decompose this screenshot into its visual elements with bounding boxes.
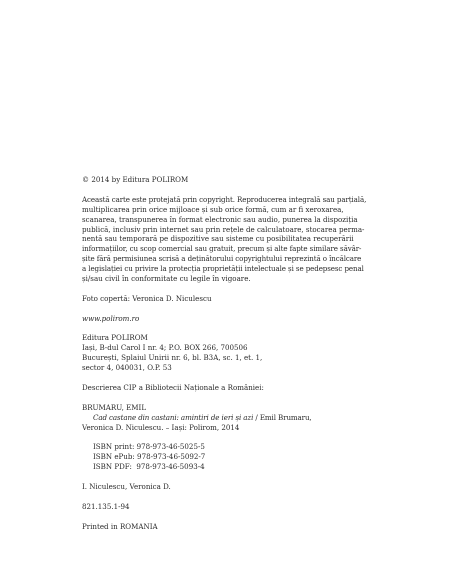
notice-line: nentă sau temporară pe dispozitive sau sisteme cu posibilitatea recuperării: [82, 234, 354, 244]
notice-line: a legislației cu privire la protecția proprietății intelectuale și se pedepsesc penal: [82, 264, 364, 274]
publisher-address-line: București, Splaiul Unirii nr. 6, bl. B3A, sc. 1, et. 1,: [82, 353, 263, 363]
notice-line: scanarea, transpunerea în format electronic sau audio, punerea la dispoziția: [82, 214, 358, 224]
cip-contributor: I. Niculescu, Veronica D.: [82, 481, 171, 491]
copyright-notice: [82, 195, 372, 284]
isbn-epub: ISBN ePub: 978-973-46-5092-7: [93, 452, 206, 462]
publisher-website: www.polirom.ro: [82, 313, 140, 323]
cip-title: [82, 413, 372, 423]
cip-title-italic: Cad castane din castani: amintiri de ieri și azi: [93, 412, 254, 422]
notice-line: multiplicarea prin orice mijloace și sub orice formă, cum ar fi xeroxarea,: [82, 204, 344, 214]
publisher-name: Editura POLIROM: [82, 333, 148, 343]
cover-photo-credit: Foto copertă: Veronica D. Niculescu: [82, 293, 212, 303]
copyright-line: © 2014 by Editura POLIROM: [82, 175, 189, 184]
copyright-page: [82, 175, 372, 531]
notice-line: publică, inclusiv prin internet sau prin rețele de calculatoare, stocarea perma-: [82, 224, 365, 234]
cip-title-line2: Veronica D. Niculescu. – Iași: Polirom, 2014: [82, 422, 240, 432]
cip-author: BRUMARU, EMIL: [82, 402, 147, 412]
isbn-pdf: ISBN PDF: 978-973-46-5093-4: [93, 462, 205, 472]
cip-title-rest: / Emil Brumaru,: [253, 412, 312, 422]
notice-line: și/sau civil în conformitate cu legile în vigoare.: [82, 274, 251, 284]
notice-line: informațiilor, cu scop comercial sau gratuit, precum și alte fapte similare săvâr-: [82, 244, 362, 254]
printed-in: Printed in ROMANIA: [82, 521, 158, 531]
isbn-list: [82, 442, 372, 472]
notice-line: Această carte este protejată prin copyright. Reproducerea integrală sau parțială,: [82, 194, 367, 204]
publisher-address: [82, 333, 372, 373]
publisher-address-line: sector 4, 040031, O.P. 53: [82, 363, 172, 373]
isbn-print: ISBN print: 978-973-46-5025-5: [93, 442, 205, 452]
notice-line: șite fără permisiunea scrisă a deținătorului copyrightului reprezintă o încălcare: [82, 254, 362, 264]
cip-heading: Descrierea CIP a Bibliotecii Naționale a României:: [82, 382, 264, 392]
publisher-address-line: Iași, B-dul Carol I nr. 4; P.O. BOX 266, 700506: [82, 343, 248, 353]
cip-classification: 821.135.1-94: [82, 501, 130, 511]
